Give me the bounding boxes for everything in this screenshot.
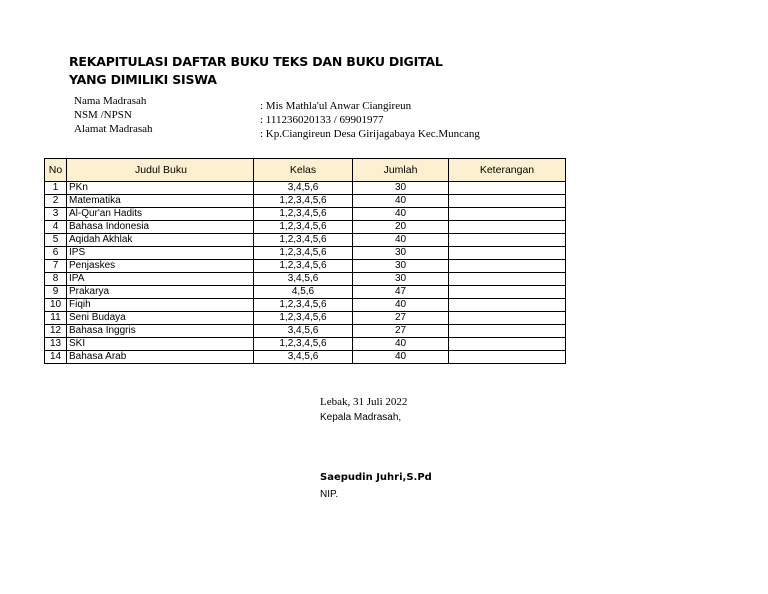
- cell-judul-buku: Al-Qur'an Hadits: [67, 208, 254, 221]
- cell-no: 14: [45, 351, 67, 364]
- cell-kelas: 1,2,3,4,5,6: [254, 234, 353, 247]
- cell-keterangan: [449, 208, 566, 221]
- cell-no: 2: [45, 195, 67, 208]
- table-row: [45, 273, 566, 286]
- cell-kelas: 3,4,5,6: [254, 351, 353, 364]
- signature-role: Kepala Madrasah,: [320, 412, 402, 423]
- cell-jumlah: 20: [353, 221, 449, 234]
- cell-kelas: 1,2,3,4,5,6: [254, 208, 353, 221]
- header-judul-buku: Judul Buku: [67, 159, 254, 182]
- table-row: [45, 286, 566, 299]
- cell-keterangan: [449, 299, 566, 312]
- table-row: [45, 312, 566, 325]
- cell-no: 11: [45, 312, 67, 325]
- signature-name: Saepudin Juhri,S.Pd: [320, 472, 432, 483]
- cell-judul-buku: IPA: [67, 273, 254, 286]
- cell-keterangan: [449, 325, 566, 338]
- cell-no: 8: [45, 273, 67, 286]
- header-no: No: [45, 159, 67, 182]
- label-alamat-madrasah: Alamat Madrasah: [74, 123, 153, 135]
- cell-no: 4: [45, 221, 67, 234]
- cell-keterangan: [449, 351, 566, 364]
- header-jumlah: Jumlah: [353, 159, 449, 182]
- value-alamat-madrasah: : Kp.Ciangireun Desa Girijagabaya Kec.Muncang: [260, 128, 480, 140]
- label-nsm-npsn: NSM /NPSN: [74, 109, 132, 121]
- cell-jumlah: 30: [353, 260, 449, 273]
- cell-keterangan: [449, 273, 566, 286]
- table-row: [45, 299, 566, 312]
- header-kelas: Kelas: [254, 159, 353, 182]
- cell-no: 10: [45, 299, 67, 312]
- table-row: [45, 351, 566, 364]
- school-info-values: [260, 99, 480, 141]
- cell-keterangan: [449, 221, 566, 234]
- cell-jumlah: 40: [353, 195, 449, 208]
- value-nsm-npsn: : 111236020133 / 69901977: [260, 114, 384, 126]
- cell-no: 3: [45, 208, 67, 221]
- cell-keterangan: [449, 234, 566, 247]
- cell-judul-buku: Penjaskes: [67, 260, 254, 273]
- cell-jumlah: 40: [353, 338, 449, 351]
- book-recap-table: [44, 158, 566, 364]
- cell-kelas: 3,4,5,6: [254, 325, 353, 338]
- document-title-line1: REKAPITULASI DAFTAR BUKU TEKS DAN BUKU DIGITAL: [69, 54, 443, 69]
- cell-kelas: 3,4,5,6: [254, 182, 353, 195]
- cell-keterangan: [449, 338, 566, 351]
- table-row: [45, 260, 566, 273]
- table-row: [45, 208, 566, 221]
- cell-jumlah: 40: [353, 234, 449, 247]
- cell-jumlah: 27: [353, 312, 449, 325]
- cell-kelas: 1,2,3,4,5,6: [254, 221, 353, 234]
- cell-no: 12: [45, 325, 67, 338]
- cell-judul-buku: Bahasa Arab: [67, 351, 254, 364]
- school-info-labels: [74, 94, 153, 136]
- table-row: [45, 234, 566, 247]
- cell-kelas: 4,5,6: [254, 286, 353, 299]
- cell-judul-buku: SKI: [67, 338, 254, 351]
- cell-keterangan: [449, 260, 566, 273]
- table-header-row: [45, 159, 566, 182]
- cell-jumlah: 30: [353, 247, 449, 260]
- cell-kelas: 1,2,3,4,5,6: [254, 299, 353, 312]
- cell-judul-buku: Bahasa Inggris: [67, 325, 254, 338]
- cell-judul-buku: Prakarya: [67, 286, 254, 299]
- cell-kelas: 1,2,3,4,5,6: [254, 312, 353, 325]
- cell-judul-buku: PKn: [67, 182, 254, 195]
- cell-judul-buku: Aqidah Akhlak: [67, 234, 254, 247]
- signature-nip: NIP.: [320, 489, 339, 500]
- cell-kelas: 1,2,3,4,5,6: [254, 247, 353, 260]
- label-nama-madrasah: Nama Madrasah: [74, 95, 147, 107]
- cell-kelas: 1,2,3,4,5,6: [254, 195, 353, 208]
- cell-keterangan: [449, 247, 566, 260]
- table-row: [45, 182, 566, 195]
- cell-no: 7: [45, 260, 67, 273]
- cell-no: 5: [45, 234, 67, 247]
- cell-kelas: 1,2,3,4,5,6: [254, 338, 353, 351]
- table-body: [45, 182, 566, 364]
- signature-place-date: Lebak, 31 Juli 2022: [320, 396, 408, 408]
- cell-judul-buku: Seni Budaya: [67, 312, 254, 325]
- document-title-line2: YANG DIMILIKI SISWA: [69, 72, 217, 87]
- cell-kelas: 1,2,3,4,5,6: [254, 260, 353, 273]
- table-row: [45, 195, 566, 208]
- table-row: [45, 221, 566, 234]
- cell-jumlah: 30: [353, 273, 449, 286]
- cell-jumlah: 27: [353, 325, 449, 338]
- cell-kelas: 3,4,5,6: [254, 273, 353, 286]
- cell-jumlah: 30: [353, 182, 449, 195]
- cell-judul-buku: Matematika: [67, 195, 254, 208]
- table-row: [45, 338, 566, 351]
- table-row: [45, 247, 566, 260]
- table-row: [45, 325, 566, 338]
- cell-keterangan: [449, 286, 566, 299]
- cell-keterangan: [449, 195, 566, 208]
- cell-jumlah: 40: [353, 208, 449, 221]
- header-keterangan: Keterangan: [449, 159, 566, 182]
- value-nama-madrasah: : Mis Mathla'ul Anwar Ciangireun: [260, 100, 412, 112]
- cell-jumlah: 47: [353, 286, 449, 299]
- cell-judul-buku: Fiqih: [67, 299, 254, 312]
- cell-no: 13: [45, 338, 67, 351]
- cell-judul-buku: Bahasa Indonesia: [67, 221, 254, 234]
- cell-judul-buku: IPS: [67, 247, 254, 260]
- cell-no: 1: [45, 182, 67, 195]
- cell-keterangan: [449, 182, 566, 195]
- cell-keterangan: [449, 312, 566, 325]
- cell-no: 9: [45, 286, 67, 299]
- cell-jumlah: 40: [353, 299, 449, 312]
- cell-jumlah: 40: [353, 351, 449, 364]
- cell-no: 6: [45, 247, 67, 260]
